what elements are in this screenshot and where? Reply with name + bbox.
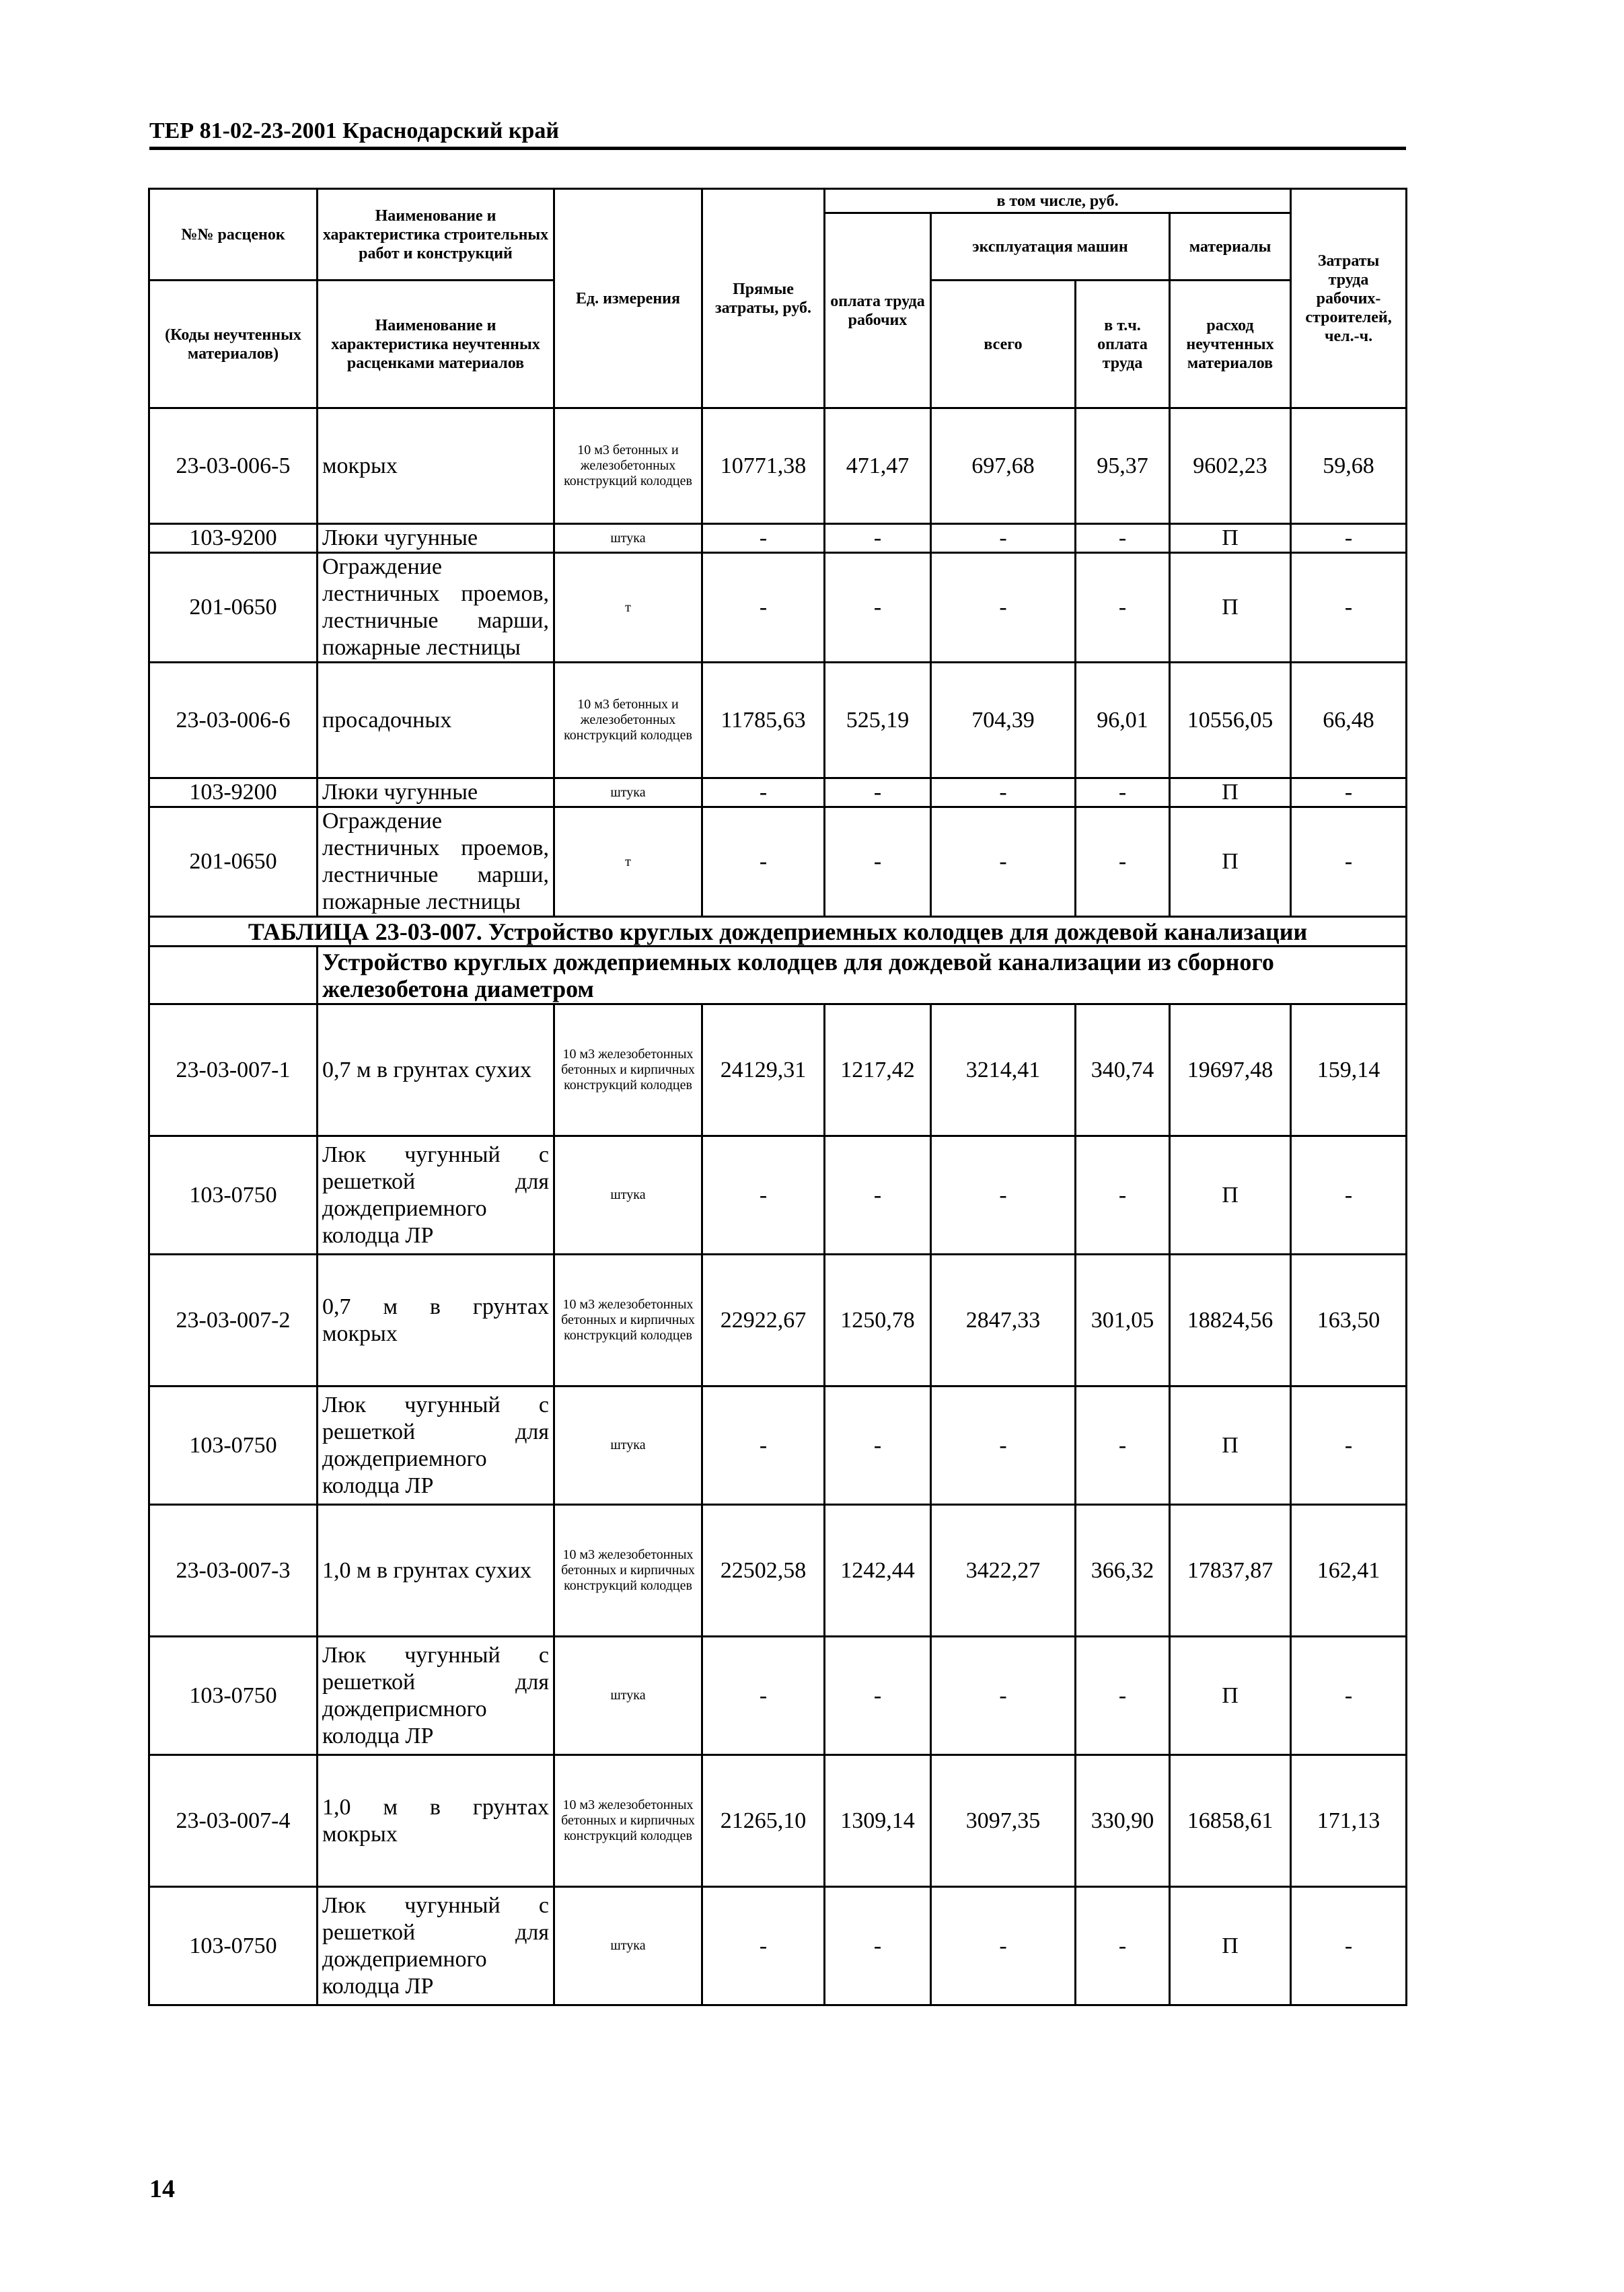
table-row-machines: 2847,33 [931, 1255, 1076, 1387]
table-row-labor: 525,19 [825, 663, 931, 778]
table-row-unit: штука [554, 1887, 702, 2005]
table-row-hours: - [1291, 1637, 1407, 1755]
table-row-materials: П [1170, 524, 1291, 553]
table-row-direct: - [702, 778, 825, 807]
table-row-labor: - [825, 1887, 931, 2005]
table-row-machines: - [931, 778, 1076, 807]
table-row-labor: 1309,14 [825, 1755, 931, 1887]
table-row-code: 23-03-007-4 [149, 1755, 318, 1887]
table-row-name: 1,0 м в грунтах мокрых [318, 1755, 554, 1887]
table-row-hours: 171,13 [1291, 1755, 1407, 1887]
table-row-machines-labor: 95,37 [1076, 408, 1170, 524]
table-row-name: мокрых [318, 408, 554, 524]
table-row-machines-labor: - [1076, 524, 1170, 553]
running-header: ТЕР 81-02-23-2001 Краснодарский край [149, 118, 559, 143]
table-row-unit: штука [554, 778, 702, 807]
table-row-name: Люк чугунный с решеткой для дождеприемного колодца ЛР [318, 1887, 554, 2005]
table-row-direct: 11785,63 [702, 663, 825, 778]
table-row-hours: - [1291, 807, 1407, 917]
table-row-materials: 10556,05 [1170, 663, 1291, 778]
table-row-machines: 3097,35 [931, 1755, 1076, 1887]
table-row-name: Люк чугунный с решеткой для дождеприсмного колодца ЛР [318, 1637, 554, 1755]
table-row-name: Люки чугунные [318, 778, 554, 807]
table-row-direct: 22502,58 [702, 1505, 825, 1637]
header-worker-pay: оплата труда рабочих [825, 213, 931, 408]
table-row-code: 201-0650 [149, 807, 318, 917]
header-labor-hours: Затраты труда рабочих-строителей, чел.-ч. [1291, 189, 1407, 408]
header-including: в том числе, руб. [825, 189, 1291, 213]
table-row-direct: - [702, 524, 825, 553]
table-row-labor: 1250,78 [825, 1255, 931, 1387]
header-materials-usage: расход неучтенных материалов [1170, 281, 1291, 408]
table-row-direct: - [702, 1637, 825, 1755]
table-row-unit: 10 м3 железобетонных бетонных и кирпичных конструкций колодцев [554, 1255, 702, 1387]
table-row-hours: 66,48 [1291, 663, 1407, 778]
table-row-materials: П [1170, 1887, 1291, 2005]
table-row-machines-labor: - [1076, 1887, 1170, 2005]
table-row-name: Люки чугунные [318, 524, 554, 553]
table-row-labor: 1217,42 [825, 1004, 931, 1136]
table-row-machines: - [931, 1387, 1076, 1505]
table-row-materials: П [1170, 1387, 1291, 1505]
table-row-machines: 697,68 [931, 408, 1076, 524]
table-row-hours: 159,14 [1291, 1004, 1407, 1136]
table-row-machines-labor: - [1076, 807, 1170, 917]
table-row-hours: 162,41 [1291, 1505, 1407, 1637]
table-row-materials: 9602,23 [1170, 408, 1291, 524]
table-row-code: 23-03-007-3 [149, 1505, 318, 1637]
table-row-name: 1,0 м в грунтах сухих [318, 1505, 554, 1637]
table-row-hours: - [1291, 1887, 1407, 2005]
table-row-machines-labor: - [1076, 1387, 1170, 1505]
table-row-machines-labor: 301,05 [1076, 1255, 1170, 1387]
table-row-hours: - [1291, 553, 1407, 663]
table-row-code: 103-9200 [149, 778, 318, 807]
table-row-machines-labor: 366,32 [1076, 1505, 1170, 1637]
table-row-hours: 163,50 [1291, 1255, 1407, 1387]
table-row-machines-labor: 330,90 [1076, 1755, 1170, 1887]
table-row-name: Ограждение лестничных проемов, лестничные марши, пожарные лестницы [318, 807, 554, 917]
price-table [148, 188, 1407, 2006]
table-row-unit: т [554, 553, 702, 663]
table-row-direct: - [702, 1136, 825, 1255]
table-row-machines-labor: 340,74 [1076, 1004, 1170, 1136]
header-machines-labor: в т.ч. оплата труда [1076, 281, 1170, 408]
table-row-labor: - [825, 807, 931, 917]
subheading: Устройство круглых дождеприемных колодцев для дождевой канализации из сборного железобетона диаметром [318, 947, 1407, 1004]
table-row-machines: - [931, 807, 1076, 917]
table-row-direct: - [702, 1387, 825, 1505]
table-title: ТАБЛИЦА 23-03-007. Устройство круглых дождеприемных колодцев для дождевой канализации [149, 917, 1407, 947]
subheading-blank [149, 947, 318, 1004]
header-machines-total: всего [931, 281, 1076, 408]
table-row-machines: - [931, 1887, 1076, 2005]
table-row-hours: - [1291, 524, 1407, 553]
table-row-labor: - [825, 1637, 931, 1755]
table-row-machines: 3422,27 [931, 1505, 1076, 1637]
table-row-labor: - [825, 1387, 931, 1505]
table-row-unit: штука [554, 1136, 702, 1255]
table-row-direct: 24129,31 [702, 1004, 825, 1136]
table-row-name: просадочных [318, 663, 554, 778]
table-row-unit: 10 м3 железобетонных бетонных и кирпичных конструкций колодцев [554, 1755, 702, 1887]
table-row-direct: - [702, 1887, 825, 2005]
table-row-name: Люк чугунный с решеткой для дождеприемного колодца ЛР [318, 1136, 554, 1255]
header-rule [149, 147, 1406, 150]
header-unit: Ед. измерения [554, 189, 702, 408]
table-row-materials: П [1170, 1136, 1291, 1255]
table-row-code: 103-0750 [149, 1136, 318, 1255]
table-row-machines: - [931, 553, 1076, 663]
table-row-materials: П [1170, 553, 1291, 663]
table-row-code: 103-9200 [149, 524, 318, 553]
table-row-machines-labor: - [1076, 553, 1170, 663]
table-row-labor: - [825, 1136, 931, 1255]
table-row-code: 23-03-006-6 [149, 663, 318, 778]
table-row-machines: - [931, 524, 1076, 553]
table-row-machines-labor: - [1076, 778, 1170, 807]
table-row-name: 0,7 м в грунтах сухих [318, 1004, 554, 1136]
header-materials: материалы [1170, 213, 1291, 281]
table-row-materials: 18824,56 [1170, 1255, 1291, 1387]
table-row-unit: штука [554, 1387, 702, 1505]
header-name-top: Наименование и характеристика строительных работ и конструкций [318, 189, 554, 281]
table-row-machines-labor: 96,01 [1076, 663, 1170, 778]
table-row-hours: - [1291, 778, 1407, 807]
table-row-unit: штука [554, 1637, 702, 1755]
table-row-labor: - [825, 524, 931, 553]
table-row-unit: 10 м3 бетонных и железобетонных конструкций колодцев [554, 663, 702, 778]
table-row-direct: 10771,38 [702, 408, 825, 524]
table-row-code: 103-0750 [149, 1887, 318, 2005]
table-row-machines-labor: - [1076, 1637, 1170, 1755]
table-row-materials: 17837,87 [1170, 1505, 1291, 1637]
table-row-name: Люк чугунный с решеткой для дождеприемного колодца ЛР [318, 1387, 554, 1505]
table-row-hours: 59,68 [1291, 408, 1407, 524]
table-row-materials: П [1170, 1637, 1291, 1755]
table-row-code: 23-03-006-5 [149, 408, 318, 524]
table-row-direct: - [702, 553, 825, 663]
table-row-direct: 21265,10 [702, 1755, 825, 1887]
header-machines: эксплуатация машин [931, 213, 1170, 281]
header-code-bottom: (Коды неучтенных материалов) [149, 281, 318, 408]
table-row-labor: - [825, 778, 931, 807]
table-row-machines: 3214,41 [931, 1004, 1076, 1136]
table-row-materials: 19697,48 [1170, 1004, 1291, 1136]
header-code-top: №№ расценок [149, 189, 318, 281]
table-row-machines-labor: - [1076, 1136, 1170, 1255]
table-row-materials: П [1170, 778, 1291, 807]
header-name-bottom: Наименование и характеристика неучтенных расценками материалов [318, 281, 554, 408]
table-row-name: 0,7 м в грунтах мокрых [318, 1255, 554, 1387]
table-row-machines: - [931, 1136, 1076, 1255]
table-row-labor: - [825, 553, 931, 663]
header-direct-costs: Прямые затраты, руб. [702, 189, 825, 408]
table-row-unit: 10 м3 железобетонных бетонных и кирпичных конструкций колодцев [554, 1004, 702, 1136]
table-row-hours: - [1291, 1387, 1407, 1505]
table-row-code: 201-0650 [149, 553, 318, 663]
table-row-direct: - [702, 807, 825, 917]
table-row-code: 103-0750 [149, 1637, 318, 1755]
table-row-unit: 10 м3 бетонных и железобетонных конструкций колодцев [554, 408, 702, 524]
table-row-machines: - [931, 1637, 1076, 1755]
table-row-materials: 16858,61 [1170, 1755, 1291, 1887]
table-row-labor: 1242,44 [825, 1505, 931, 1637]
table-row-code: 23-03-007-2 [149, 1255, 318, 1387]
table-row-unit: штука [554, 524, 702, 553]
table-row-direct: 22922,67 [702, 1255, 825, 1387]
table-row-code: 103-0750 [149, 1387, 318, 1505]
table-row-machines: 704,39 [931, 663, 1076, 778]
table-row-hours: - [1291, 1136, 1407, 1255]
page-number: 14 [149, 2175, 175, 2203]
table-row-materials: П [1170, 807, 1291, 917]
table-row-name: Ограждение лестничных проемов, лестничные марши, пожарные лестницы [318, 553, 554, 663]
table-row-unit: т [554, 807, 702, 917]
table-row-labor: 471,47 [825, 408, 931, 524]
table-row-code: 23-03-007-1 [149, 1004, 318, 1136]
table-row-unit: 10 м3 железобетонных бетонных и кирпичных конструкций колодцев [554, 1505, 702, 1637]
